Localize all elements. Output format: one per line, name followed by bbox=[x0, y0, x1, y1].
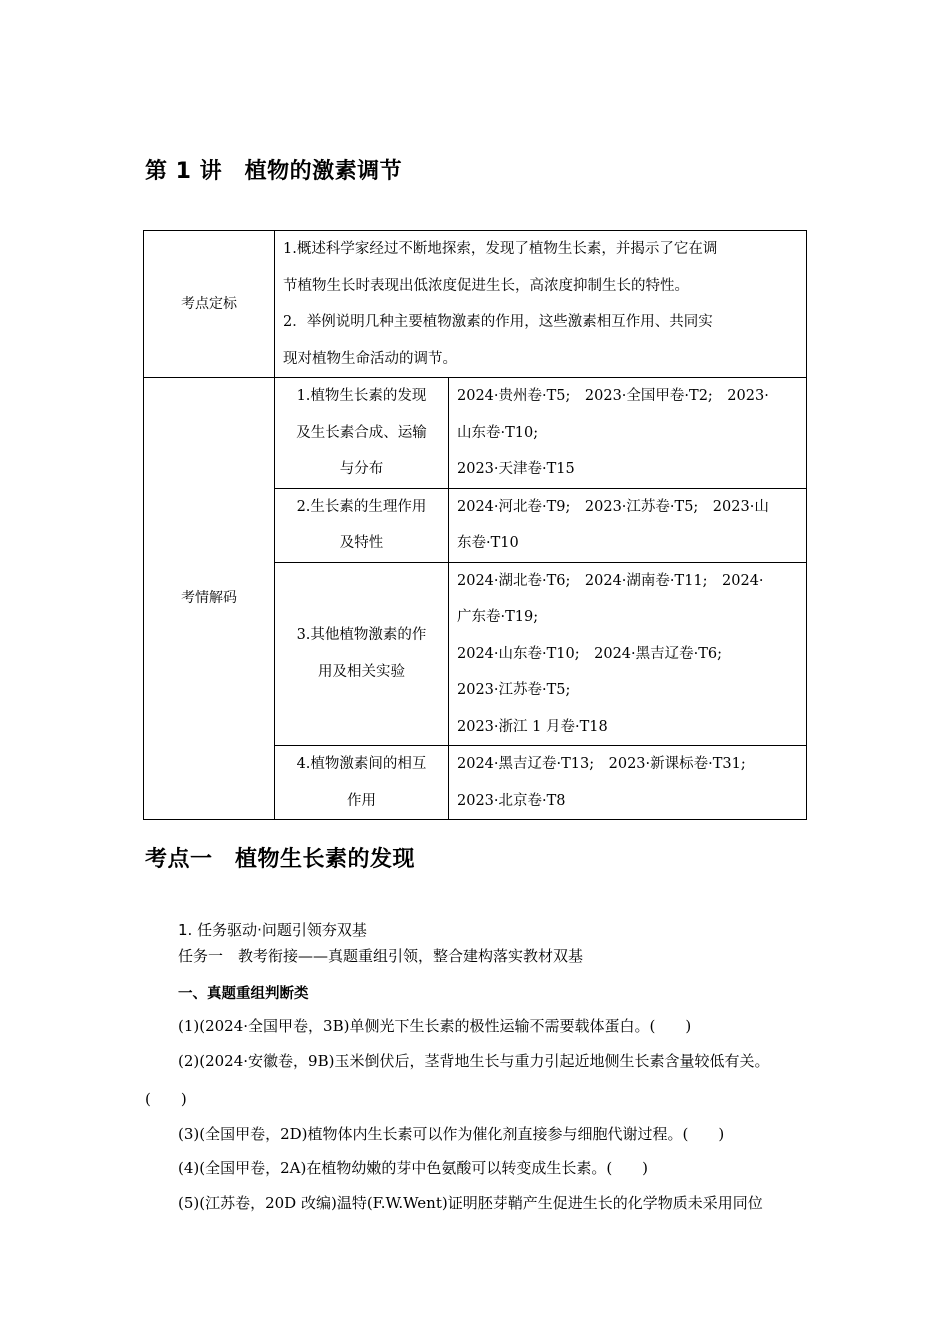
text-line: 广东卷·T19; bbox=[457, 609, 539, 625]
question-2: (2)(2024·安徽卷，9B)玉米倒伏后，茎背地生长与重力引起近地侧生长素含量较低有关。 bbox=[178, 1052, 770, 1070]
task-one-heading: 任务一 教考衔接——真题重组引领，整合建构落实教材双基 bbox=[178, 947, 584, 965]
text-line: 2024·黑吉辽卷·T13; 2023·新课标卷·T31; bbox=[457, 756, 746, 772]
table-row bbox=[144, 378, 807, 489]
text-line: 及特性 bbox=[339, 535, 384, 551]
text-line: 2024·山东卷·T10; 2024·黑吉辽卷·T6; bbox=[457, 645, 723, 662]
text-line: 作用 bbox=[347, 792, 376, 809]
text-line: 及生长素合成、运输 bbox=[296, 424, 427, 441]
question-1: (1)(2024·全国甲卷，3B)单侧光下生长素的极性运输不需要载体蛋白。( ) bbox=[178, 1017, 692, 1035]
table-row bbox=[144, 231, 807, 378]
row-label-exam-points: 考点定标 bbox=[144, 231, 275, 378]
text-line: 东卷·T10 bbox=[457, 535, 519, 551]
text-line: 3.其他植物激素的作 bbox=[296, 627, 427, 644]
text-line: 4.植物激素间的相互 bbox=[296, 756, 427, 772]
exam-outline-table bbox=[143, 230, 807, 820]
text-line: 2023·天津卷·T15 bbox=[457, 461, 575, 477]
text-line: 2．举例说明几种主要植物激素的作用，这些激素相互作用、共同实 bbox=[283, 314, 713, 330]
text-line: 2024·湖北卷·T6; 2024·湖南卷·T11; 2024· bbox=[457, 572, 764, 589]
exam-points-content bbox=[275, 231, 807, 378]
topic-cell bbox=[275, 378, 449, 489]
row-label-exam-analysis: 考情解码 bbox=[144, 378, 275, 820]
text-line: 2.生长素的生理作用 bbox=[296, 498, 427, 515]
question-2-answer-blank: ( ) bbox=[145, 1090, 187, 1108]
references-cell bbox=[449, 488, 807, 562]
references-cell bbox=[449, 378, 807, 489]
question-5: (5)(江苏卷，20D 改编)温特(F.W.Went)证明胚芽鞘产生促进生长的化学物质未采用同位 bbox=[178, 1194, 763, 1212]
text-line: 节植物生长时表现出低浓度促进生长，高浓度抑制生长的特性。 bbox=[283, 277, 689, 294]
text-line: 2024·贵州卷·T5; 2023·全国甲卷·T2; 2023· bbox=[457, 388, 769, 404]
text-line: 2023·北京卷·T8 bbox=[457, 792, 566, 809]
task-header: 1. 任务驱动·问题引领夯双基 bbox=[178, 921, 367, 939]
text-line: 2023·浙江 1 月卷·T18 bbox=[457, 718, 608, 735]
topic-cell bbox=[275, 746, 449, 820]
question-3: (3)(全国甲卷，2D)植物体内生长素可以作为催化剂直接参与细胞代谢过程。( ) bbox=[178, 1125, 725, 1143]
references-cell bbox=[449, 562, 807, 746]
section-title: 考点一 植物生长素的发现 bbox=[145, 847, 416, 872]
text-line: 与分布 bbox=[339, 461, 384, 477]
question-4: (4)(全国甲卷，2A)在植物幼嫩的芽中色氨酸可以转变成生长素。( ) bbox=[178, 1159, 649, 1177]
topic-cell bbox=[275, 488, 449, 562]
subsection-heading: 一、真题重组判断类 bbox=[178, 986, 309, 1002]
text-line: 用及相关实验 bbox=[318, 663, 405, 680]
page-title: 第 1 讲 植物的激素调节 bbox=[145, 159, 403, 184]
text-line: 2024·河北卷·T9; 2023·江苏卷·T5; 2023·山 bbox=[457, 498, 769, 515]
references-cell bbox=[449, 746, 807, 820]
text-line: 1.植物生长素的发现 bbox=[296, 388, 427, 404]
text-line: 2023·江苏卷·T5; bbox=[457, 682, 571, 698]
topic-cell bbox=[275, 562, 449, 746]
text-line: 山东卷·T10; bbox=[457, 424, 539, 441]
text-line: 1.概述科学家经过不断地探索，发现了植物生长素，并揭示了它在调 bbox=[283, 241, 718, 257]
text-line: 现对植物生命活动的调节。 bbox=[283, 350, 457, 367]
